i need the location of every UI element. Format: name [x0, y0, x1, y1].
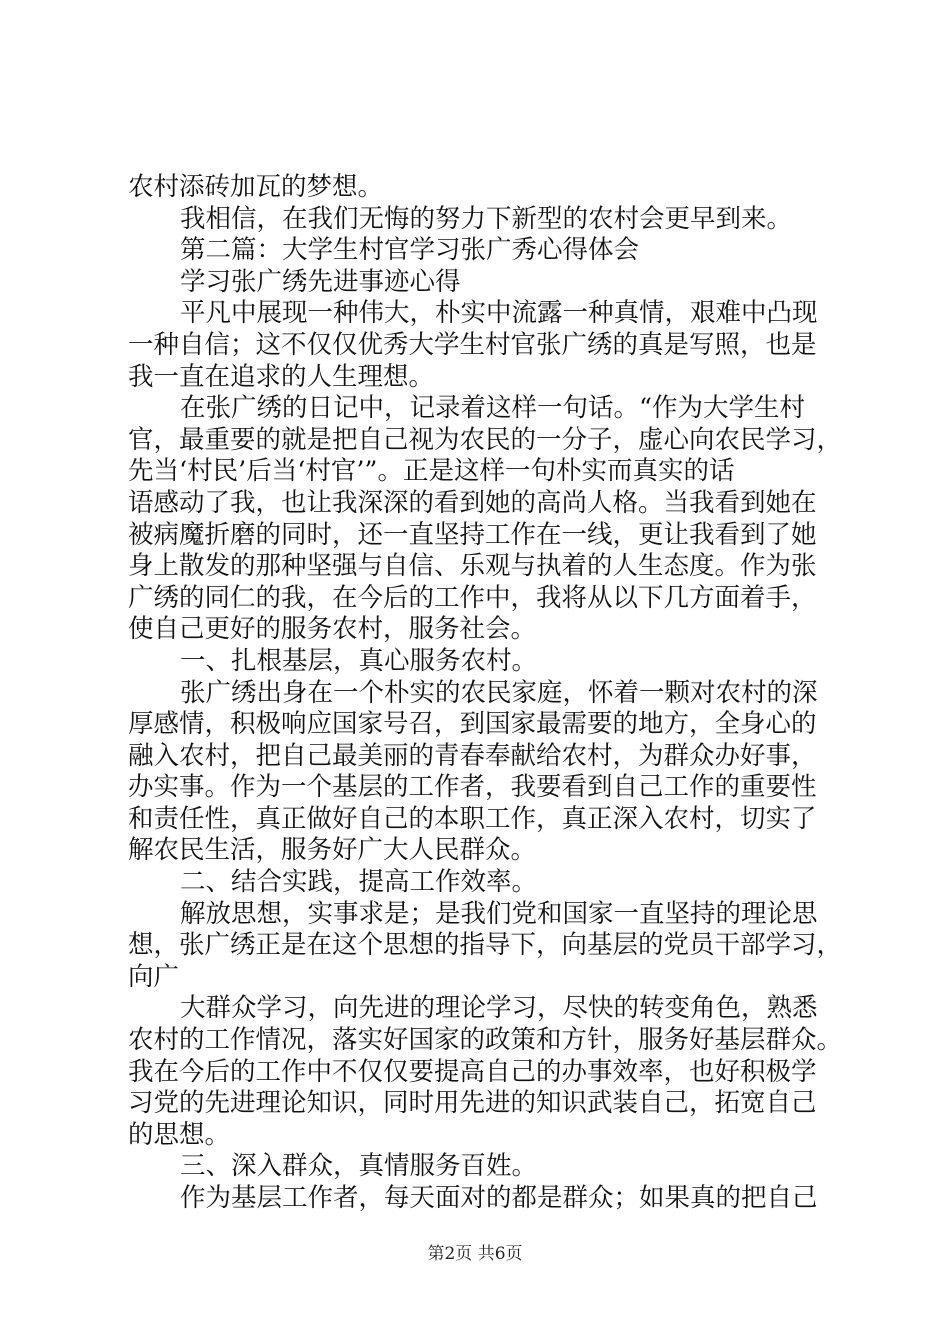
text-line: 大群众学习，向先进的理论学习，尽快的转变角色，熟悉 [180, 993, 818, 1024]
text-line: 我在今后的工作中不仅仅要提高自己的办事效率，也好积极学 [128, 1056, 817, 1087]
text-line: 和责任性，真正做好自己的本职工作，真正深入农村，切实了 [128, 803, 817, 834]
text-line: 习党的先进理论知识，同时用先进的知识武装自己，拓宽自己 [128, 1088, 817, 1119]
text-line: 张广绣出身在一个朴实的农民家庭，怀着一颗对农村的深 [180, 677, 818, 708]
text-line: 广绣的同仁的我，在今后的工作中，我将从以下几方面着手， [128, 582, 817, 613]
text-line: 想，张广绣正是在这个思想的指导下，向基层的党员干部学习， [128, 930, 843, 961]
text-line: 作为基层工作者，每天面对的都是群众；如果真的把自己 [180, 1183, 818, 1213]
page-footer: 第2页 共6页 [427, 1244, 523, 1264]
text-line: 身上散发的那种坚强与自信、乐观与执着的人生态度。作为张 [128, 551, 817, 582]
text-line: 农村的工作情况，落实好国家的政策和方针，服务好基层群众。 [128, 1025, 843, 1056]
text-line: 在张广绣的日记中，记录着这样一句话。“作为大学生村 [180, 393, 806, 424]
text-line: 使自己更好的服务农村，服务社会。 [128, 614, 537, 645]
text-line: 厚感情，积极响应国家号召，到国家最需要的地方，全身心的 [128, 709, 817, 740]
text-line: 农村添砖加瓦的梦想。 [128, 172, 384, 202]
text-line: 我一直在追求的人生理想。 [128, 361, 435, 392]
text-line: 三、深入群众，真情服务百姓。 [180, 1151, 538, 1182]
text-line: 二、结合实践，提高工作效率。 [180, 867, 538, 898]
text-line: 我相信，在我们无悔的努力下新型的农村会更早到来。 [180, 203, 793, 234]
text-line: 第二篇：大学生村官学习张广秀心得体会 [180, 235, 640, 266]
text-line: 向广 [128, 961, 180, 992]
document-body [128, 172, 843, 1215]
text-line: 融入农村，把自己最美丽的青春奉献给农村，为群众办好事， [128, 740, 817, 771]
text-line: 平凡中展现一种伟大，朴实中流露一种真情，艰难中凸现 [180, 298, 818, 329]
text-line: 解放思想，实事求是；是我们党和国家一直坚持的理论思 [180, 898, 818, 929]
text-line: 语感动了我，也让我深深的看到她的高尚人格。当我看到她在 [128, 487, 817, 518]
text-line: 的思想。 [128, 1119, 231, 1150]
text-line: 办实事。作为一个基层的工作者，我要看到自己工作的重要性 [128, 772, 817, 803]
text-line: 一种自信；这不仅仅优秀大学生村官张广绣的真是写照，也是 [128, 329, 817, 360]
text-line: 学习张广绣先进事迹心得 [180, 266, 461, 297]
text-line: 官，最重要的就是把自己视为农民的一分子，虚心向农民学习， [128, 424, 843, 455]
text-line: 解农民生活，服务好广大人民群众。 [128, 835, 537, 866]
text-line: 被病魔折磨的同时，还一直坚持工作在一线，更让我看到了她 [128, 519, 817, 550]
text-line: 先当‘村民’后当‘村官’”。正是这样一句朴实而真实的话 [128, 456, 735, 487]
text-line: 一、扎根基层，真心服务农村。 [180, 645, 538, 676]
